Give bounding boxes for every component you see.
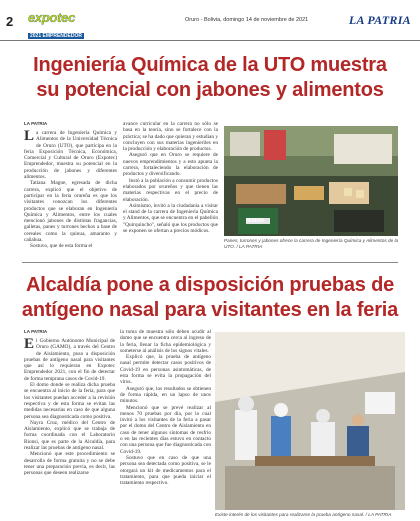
article2-col2-para: Aseguró que, los resultados se obtienen de forma rápida, en un lapso de unos minutos. — [120, 385, 211, 405]
article2-photo-caption — [215, 512, 415, 518]
dropcap: L — [24, 130, 35, 144]
article1-headline-line2: su potencial con jabones y alimentos — [36, 79, 384, 101]
article2-col1-para: Mencionó que este procedimiento se desarrolla de forma gratuita y no se debe tener una preparación previa, es decir, las personas que deseen realizarse — [24, 451, 115, 477]
article2-col2-para: la toma de muestra sólo deben acudir al domo que se encuentra cerca al ingreso de la feria, llenar la ficha epidemiológica y someterse al análisis de los signos vitales. — [120, 329, 211, 354]
article2-headline-line1: Alcaldía pone a disposición pruebas de — [25, 274, 395, 296]
article2-headline-line2: antígeno nasal para visitantes en la feria — [21, 299, 399, 321]
article1-col2-para: Instó a la población a consumir productos elaborados por orureños y que tienen las materias respectivas en el precio de elaboración. — [123, 177, 218, 203]
article2-photo-credit: / LA PATRIA — [365, 512, 392, 517]
article2-byline: LA PATRIA — [24, 329, 48, 334]
dropcap: E — [24, 338, 35, 352]
article2-column1 — [24, 338, 115, 516]
expotec-logo — [28, 11, 84, 42]
article1-col1-para — [24, 130, 117, 180]
page-header — [0, 0, 420, 41]
article2-col1-para: El domo donde se realiza dicha prueba se encuentra al inicio de la feria, para que los visitantes puedan acceder a la revisión respectiva y de esta forma se evitan las medidas necesarias en caso de que alguna persona sea diagnosticada como positiva. — [24, 382, 115, 420]
article2-col1-text: l Gobierno Autónomo Municipal de Oruro (GAMO), a través del Centro de Aislamiento, puso a disposición pruebas de antígeno nasal para visitantes que así lo requieran en Expotec Emprendedor 2021, con el fin de detectar de forma temprana casos de Covid-19. — [24, 338, 115, 382]
article2-caption-text: Existe interés de los visitantes para realizarse la prueba antígeno nasal. — [215, 512, 365, 517]
expotec-logo-subtext: 2021 EMPRENDEDOR — [30, 33, 82, 39]
article1-photo — [224, 126, 398, 236]
newspaper-brand: LA PATRIA — [348, 13, 411, 27]
article1-col2-para: Asimismo, invitó a la ciudadanía a visitar el stand de la carrera de Ingeniería Química y Alimentos, que se encuentra en el pabellón "Quirquincho", señaló que los productos que se exponen se ofertan a precios módicos. — [123, 202, 218, 235]
article2-column2 — [120, 329, 211, 516]
article1-col1-para: Sostuvo, que de esta forma el — [30, 243, 93, 250]
article1-col2-para: avance curricular en la carrera no sólo se basa en la teoría, sino se fortalece con la práctica; se ha dado que quieran y estudian y concluyen con sus materias ingenieriles en la producción y elaboración de productos. — [123, 121, 218, 153]
article1-col2-para: Aseguró que en Oruro se requiere de nuevos emprendimientos y a esto apunta la carrera, fortaleciendo la elaboración de productos y diversificando. — [123, 152, 218, 178]
article1-column2 — [123, 121, 218, 256]
article2-col2-para: Mencionó que se prevé realizar al menos 70 pruebas por día, por lo cual invitó a los visitantes de la feria a pasar por el domo del Centro de Aislamiento en caso de tener algunos síntomas de resfrío o en las recientes días estuvo en contacto con una persona que fue diagnosticada con Covid-19. — [120, 404, 211, 455]
photo-banner-text: MISION — [246, 218, 264, 224]
dateline: Oruro - Bolivia, domingo 14 de noviembre de 2021 — [185, 17, 309, 23]
article2-col1-para: Nayra Cruz, médico del Centro de Aislamiento, explicó que se trabaja de forma coordinada con el Laboratorio Bionsi, que es parte de la Alcaldía, para realizar las pruebas de antígeno nasal. — [24, 419, 115, 452]
article2-col2-para: Explicó que, la prueba de antígeno nasal permite detectar casos positivos de Covid-19 en personas asintomáticas, de esta forma se evita la propagación del virus. — [120, 354, 211, 386]
page-number: 2 — [6, 14, 14, 29]
article2-photo — [215, 332, 405, 510]
article1-photo-caption — [224, 238, 400, 249]
article1-col1-text: a carrera de Ingeniería Química y Alimentos de la Universidad Técnica de Oruro (UTO), que participa en la feria Exposición Técnica, Económica, Comercial y Cultural de Oruro (Expotec) Emprendedor, muestra su potencial en la producción de jabones y diferentes alimentos. — [24, 130, 117, 181]
expotec-logo-text: expotec — [28, 10, 76, 25]
article2-col2-para: Sostuvo que en caso de que una persona sea detectada como positiva, se le otorgará un kit de medicamentos para el tratamiento, para que pueda iniciar el tratamiento respectivo. — [120, 454, 211, 487]
section-divider — [22, 262, 398, 263]
article1-caption-text: Panes, turrones y jabones ofrece la carrera de Ingeniería Química y Alimentos de la UTO. — [224, 238, 399, 249]
article1-headline-line1: Ingeniería Química de la UTO muestra — [33, 54, 387, 76]
article1-col1-para: Tatiana Magne, egresada de dicha carrera, explicó que el objetivo de participar en la feria orureña es que los visitantes conozcan los diferentes productos que se elaboran en Ingeniería Química y Alimentos, entre los cuales mencionó jabones de distintas fragancias, galletas, panes y turrones hechos a base de cereales como la quinua, amaranto y cañahua. — [24, 180, 117, 244]
article1-byline: LA PATRIA — [24, 121, 48, 126]
article1-photo-credit: / LA PATRIA — [236, 243, 263, 249]
article1-column1 — [24, 130, 117, 256]
article2-col1-para — [24, 338, 115, 382]
testing-tent-photo-illustration — [215, 332, 405, 510]
